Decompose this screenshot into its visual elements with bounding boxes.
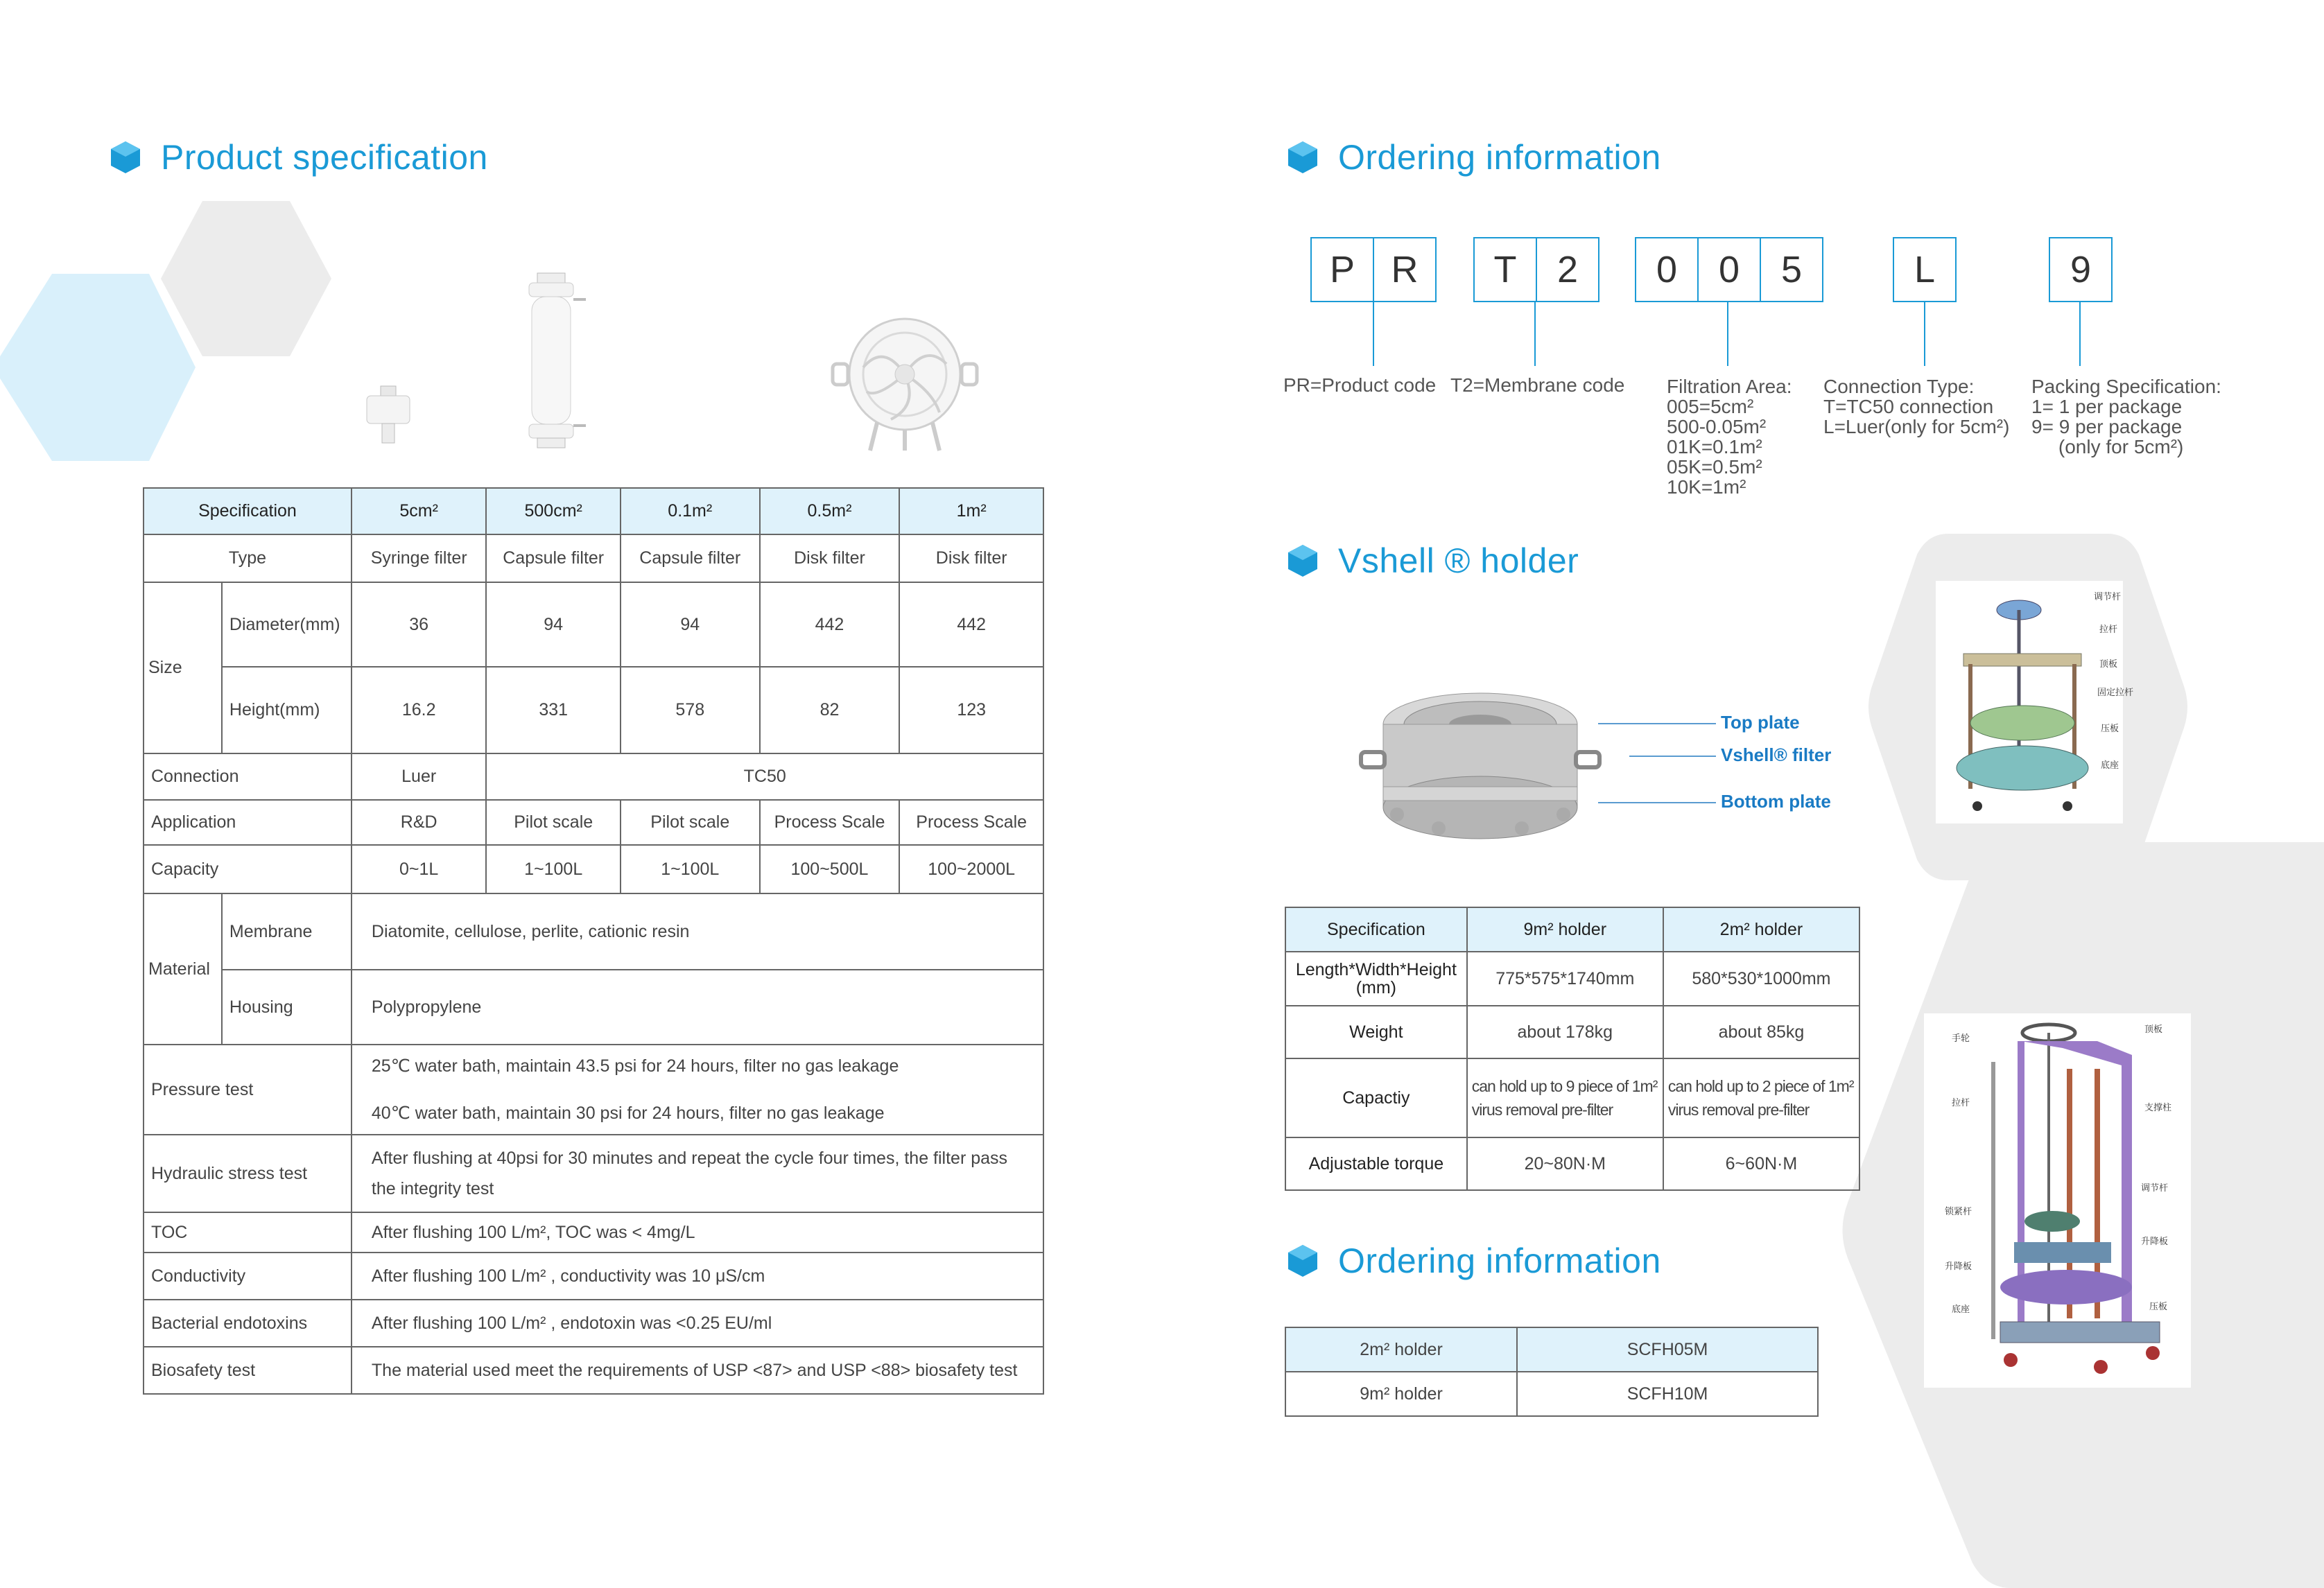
cell: Capsule filter <box>486 534 620 582</box>
header-cell: 2m² holder <box>1663 907 1859 952</box>
cell: 123 <box>899 667 1043 753</box>
label-filtration-area: Filtration Area: 005=5cm² 500-0.05m² 01K=0.1m² 05K=0.5m² 10K=1m² <box>1667 376 1792 498</box>
cell: 94 <box>621 582 760 667</box>
cell: After flushing 100 L/m², TOC was < 4mg/L <box>352 1212 1043 1253</box>
table-row <box>144 1045 1043 1135</box>
row-label: Connection <box>144 753 352 800</box>
callout-bottom-plate: Bottom plate <box>1721 791 1831 812</box>
hexagon-bullet-icon <box>1287 1244 1319 1278</box>
row-label: Capacity <box>144 845 352 893</box>
code-char: T <box>1493 249 1517 290</box>
header-cell: 1m² <box>899 488 1043 534</box>
table-row <box>144 1212 1043 1253</box>
cell: 1~100L <box>621 845 760 893</box>
holder-order-table <box>1285 1327 1819 1417</box>
code-box-membrane <box>1473 237 1599 302</box>
cell: 82 <box>760 667 900 753</box>
table-row <box>144 534 1043 582</box>
code-char: 0 <box>1697 238 1760 301</box>
row-label: Height(mm) <box>222 667 352 753</box>
callout-arrow <box>1598 723 1716 724</box>
cell: 20~80N·M <box>1467 1137 1663 1190</box>
connector-line <box>1924 301 1925 366</box>
cell: 16.2 <box>352 667 487 753</box>
cell: 6~60N·M <box>1663 1137 1859 1190</box>
product-spec-heading <box>110 137 488 177</box>
cell: 442 <box>760 582 900 667</box>
label-membrane-code: T2=Membrane code <box>1450 374 1625 396</box>
table-row <box>144 667 1043 753</box>
header-cell: Specification <box>144 488 352 534</box>
diagram1-label: 底座 <box>2101 760 2119 770</box>
row-label: Hydraulic stress test <box>144 1135 352 1212</box>
row-label: Size <box>144 582 222 753</box>
ordering-title: Ordering information <box>1338 138 1661 177</box>
cell: 442 <box>899 582 1043 667</box>
table-row <box>1285 1327 1818 1372</box>
ordering-title-2: Ordering information <box>1338 1241 1661 1280</box>
cell: After flushing at 40psi for 30 minutes and repeat the cycle four times, the filter pass the integrity test <box>352 1135 1043 1212</box>
header-cell: 9m² holder <box>1467 907 1663 952</box>
diagram2-label: 压板 <box>2149 1301 2168 1311</box>
code-char: P <box>1329 249 1355 290</box>
diagram2-label: 升降板 <box>1945 1261 1972 1271</box>
cell: can hold up to 9 piece of 1m² virus removal pre-filter <box>1467 1058 1663 1137</box>
diagram2-label: 支撑柱 <box>2144 1102 2172 1113</box>
vshell-heading <box>1287 541 1579 581</box>
cell: The material used meet the requirements of USP <87> and USP <88> biosafety test <box>352 1347 1043 1394</box>
table-row <box>144 1135 1043 1212</box>
row-label: Capactiy <box>1285 1058 1467 1137</box>
row-label: Weight <box>1285 1006 1467 1058</box>
table-header-row <box>1285 907 1859 952</box>
cell: 331 <box>486 667 620 753</box>
large-holder-drawing <box>1924 1013 2191 1388</box>
table-row <box>144 800 1043 845</box>
connector-line <box>2079 301 2081 366</box>
label-packing-spec: Packing Specification: 1= 1 per package 9= 9 per package (only for 5cm²) <box>2031 376 2221 457</box>
cell: Luer <box>352 753 487 800</box>
diagram2-label: 升降板 <box>2141 1236 2169 1246</box>
header-cell: 500cm² <box>486 488 620 534</box>
pressure-line-1: 25℃ water bath, maintain 43.5 psi for 24 hours, filter no gas leakage <box>371 1056 899 1076</box>
cell: Pilot scale <box>486 800 620 845</box>
cell: 9m² holder <box>1285 1372 1517 1416</box>
large-holder-diagram <box>1924 1013 2191 1388</box>
row-label: TOC <box>144 1212 352 1253</box>
hexagon-bullet-icon <box>1287 140 1319 175</box>
table-row <box>1285 1058 1859 1137</box>
row-label: Length*Width*Height (mm) <box>1285 952 1467 1006</box>
code-char: 9 <box>2070 249 2092 290</box>
table-row <box>144 753 1043 800</box>
code-box-packing <box>2049 237 2113 302</box>
table-row <box>144 970 1043 1045</box>
row-label: Diameter(mm) <box>222 582 352 667</box>
pressure-line-2: 40℃ water bath, maintain 30 psi for 24 hours, filter no gas leakage <box>371 1103 885 1123</box>
table-row <box>1285 1372 1818 1416</box>
table-row <box>1285 1137 1859 1190</box>
diagram1-label: 顶板 <box>2099 658 2118 669</box>
diagram2-label: 拉杆 <box>1952 1097 1970 1108</box>
row-label: Housing <box>222 970 352 1045</box>
connector-line <box>1727 301 1728 366</box>
cell: TC50 <box>486 753 1043 800</box>
table-row <box>144 1300 1043 1347</box>
cell: Polypropylene <box>352 970 1043 1045</box>
header-cell: Specification <box>1285 907 1467 952</box>
diagram2-label: 调节杆 <box>2141 1183 2169 1193</box>
row-label: Adjustable torque <box>1285 1137 1467 1190</box>
cell: about 178kg <box>1467 1006 1663 1058</box>
cell: Disk filter <box>899 534 1043 582</box>
product-spec-title: Product specification <box>161 138 488 177</box>
small-holder-diagram <box>1936 581 2123 823</box>
cell: SCFH05M <box>1517 1327 1818 1372</box>
code-char: 2 <box>1536 238 1598 301</box>
diagram1-label: 拉杆 <box>2099 624 2118 634</box>
cell <box>352 1045 1043 1135</box>
table-row <box>1285 1006 1859 1058</box>
cell: Process Scale <box>899 800 1043 845</box>
row-label: Conductivity <box>144 1253 352 1300</box>
cell: After flushing 100 L/m² , endotoxin was <0.25 EU/ml <box>352 1300 1043 1347</box>
capsule-filter-image <box>517 272 593 452</box>
holder-spec-table <box>1285 907 1860 1191</box>
small-holder-drawing <box>1936 581 2123 823</box>
header-cell: 5cm² <box>352 488 487 534</box>
table-row <box>144 893 1043 970</box>
cell: 2m² holder <box>1285 1327 1517 1372</box>
diagram2-label: 底座 <box>1952 1304 1970 1314</box>
cell: 0~1L <box>352 845 487 893</box>
code-char: L <box>1914 249 1936 290</box>
header-cell: 0.5m² <box>760 488 900 534</box>
header-cell: 0.1m² <box>621 488 760 534</box>
diagram1-label: 固定拉杆 <box>2097 687 2134 697</box>
cell: Pilot scale <box>621 800 760 845</box>
callout-arrow <box>1598 802 1716 803</box>
diagram2-label: 手轮 <box>1952 1033 1970 1043</box>
row-label: Application <box>144 800 352 845</box>
cell: Disk filter <box>760 534 900 582</box>
cell: 100~500L <box>760 845 900 893</box>
diagram2-label: 锁紧杆 <box>1945 1206 1972 1216</box>
cell: 580*530*1000mm <box>1663 952 1859 1006</box>
table-row <box>144 1253 1043 1300</box>
cell: 775*575*1740mm <box>1467 952 1663 1006</box>
callout-top-plate: Top plate <box>1721 712 1800 733</box>
decor-hexagon-gray <box>159 201 333 357</box>
diagram1-label: 压板 <box>2101 723 2119 733</box>
table-row <box>1285 952 1859 1006</box>
connector-line <box>1534 301 1536 366</box>
cell: about 85kg <box>1663 1006 1859 1058</box>
row-label: Pressure test <box>144 1045 352 1135</box>
table-row <box>144 1347 1043 1394</box>
cell: After flushing 100 L/m² , conductivity was 10 μS/cm <box>352 1253 1043 1300</box>
cell: R&D <box>352 800 487 845</box>
callout-vshell-filter: Vshell® filter <box>1721 744 1832 765</box>
row-label: Membrane <box>222 893 352 970</box>
row-label: Material <box>144 893 222 1045</box>
hexagon-bullet-icon <box>110 140 141 175</box>
code-char: 5 <box>1760 238 1822 301</box>
cell: 1~100L <box>486 845 620 893</box>
table-header-row <box>144 488 1043 534</box>
hexagon-bullet-icon <box>1287 543 1319 578</box>
cell: 100~2000L <box>899 845 1043 893</box>
cell: 578 <box>621 667 760 753</box>
cell: 94 <box>486 582 620 667</box>
connector-line <box>1373 301 1374 366</box>
table-row <box>144 845 1043 893</box>
row-label: Biosafety test <box>144 1347 352 1394</box>
cell: 36 <box>352 582 487 667</box>
callout-arrow <box>1629 756 1716 757</box>
code-char: 0 <box>1656 249 1678 290</box>
label-connection-type: Connection Type: T=TC50 connection L=Luer(only for 5cm²) <box>1823 376 2010 437</box>
table-row <box>144 582 1043 667</box>
cell: SCFH10M <box>1517 1372 1818 1416</box>
ordering-heading <box>1287 137 1661 177</box>
disk-filter-image <box>829 315 988 454</box>
diagram1-label: 调节杆 <box>2094 591 2122 602</box>
vshell-holder-image <box>1355 683 1605 849</box>
cell: Diatomite, cellulose, perlite, cationic resin <box>352 893 1043 970</box>
code-box-connection <box>1893 237 1957 302</box>
cell: can hold up to 2 piece of 1m² virus removal pre-filter <box>1663 1058 1859 1137</box>
cell: Capsule filter <box>621 534 760 582</box>
code-box-area <box>1635 237 1823 302</box>
label-product-code: PR=Product code <box>1283 374 1437 396</box>
code-char: R <box>1373 238 1435 301</box>
code-box-product <box>1310 237 1437 302</box>
cell: Process Scale <box>760 800 900 845</box>
vshell-title: Vshell ® holder <box>1338 541 1579 580</box>
syringe-filter-image <box>364 385 413 447</box>
ordering-heading-2 <box>1287 1241 1661 1281</box>
row-label: Bacterial endotoxins <box>144 1300 352 1347</box>
row-label: Type <box>144 534 352 582</box>
diagram2-label: 顶板 <box>2144 1024 2163 1034</box>
cell: Syringe filter <box>352 534 487 582</box>
product-spec-table <box>143 487 1044 1395</box>
